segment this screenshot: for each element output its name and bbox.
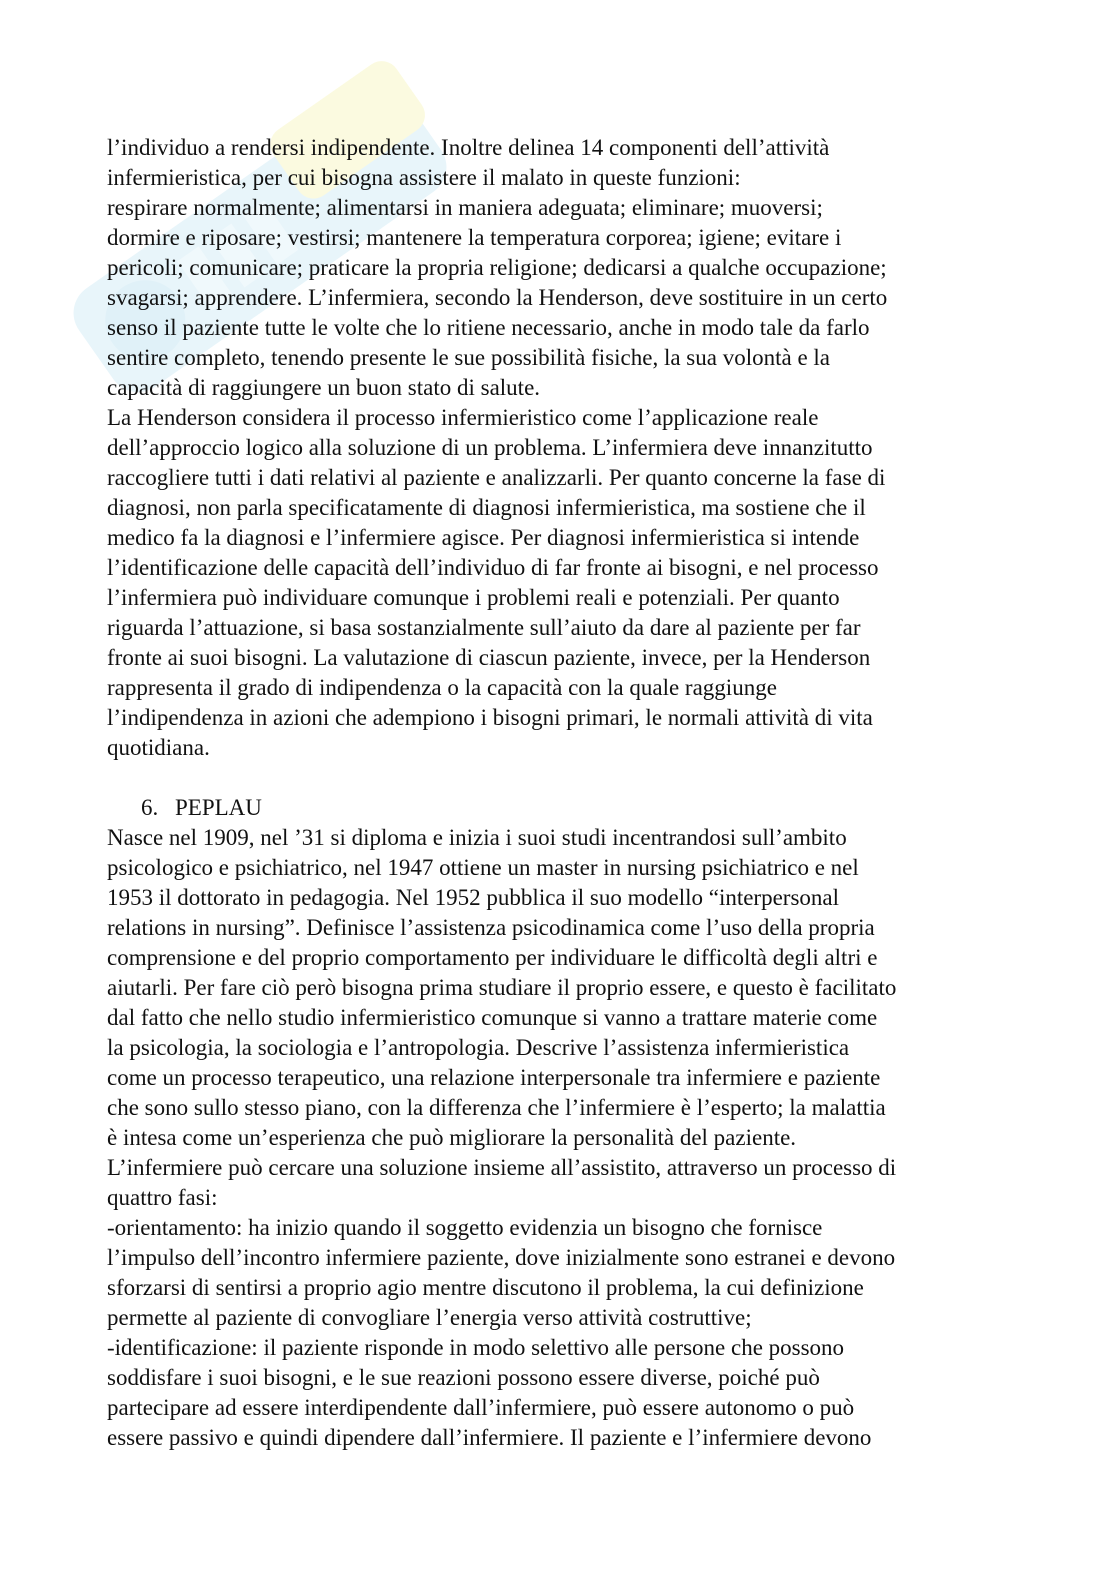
text-line: sforzarsi di sentirsi a proprio agio mentre discutono il problema, la cui definizione — [107, 1275, 864, 1300]
text-line: l’impulso dell’incontro infermiere paziente, dove inizialmente sono estranei e devono — [107, 1245, 896, 1270]
text-line: L’infermiere può cercare una soluzione insieme all’assistito, attraverso un processo di — [107, 1155, 897, 1180]
text-line: Nasce nel 1909, nel ’31 si diploma e inizia i suoi studi incentrandosi sull’ambito — [107, 825, 847, 850]
text-line: capacità di raggiungere un buon stato di salute. — [107, 375, 541, 400]
text-line: medico fa la diagnosi e l’infermiere agisce. Per diagnosi infermieristica si intende — [107, 525, 860, 550]
text-line: 1953 il dottorato in pedagogia. Nel 1952 pubblica il suo modello “interpersonal — [107, 885, 840, 910]
text-line: come un processo terapeutico, una relazione interpersonale tra infermiere e paziente — [107, 1065, 881, 1090]
text-line: permette al paziente di convogliare l’energia verso attività costruttive; — [107, 1305, 752, 1330]
paragraph-peplau — [107, 823, 1012, 1453]
text-line: che sono sullo stesso piano, con la differenza che l’infermiere è l’esperto; la malattia — [107, 1095, 886, 1120]
text-line: è intesa come un’esperienza che può migliorare la personalità del paziente. — [107, 1125, 797, 1150]
text-line: fronte ai suoi bisogni. La valutazione di ciascun paziente, invece, per la Henderson — [107, 645, 871, 670]
text-line: l’identificazione delle capacità dell’individuo di far fronte ai bisogni, e nel processo — [107, 555, 879, 580]
text-line: dal fatto che nello studio infermieristico comunque si vanno a trattare materie come — [107, 1005, 878, 1030]
text-line: quattro fasi: — [107, 1185, 218, 1210]
text-line: essere passivo e quindi dipendere dall’infermiere. Il paziente e l’infermiere devono — [107, 1425, 872, 1450]
text-line: infermieristica, per cui bisogna assistere il malato in queste funzioni: — [107, 165, 741, 190]
text-line: riguarda l’attuazione, si basa sostanzialmente sull’aiuto da dare al paziente per far — [107, 615, 861, 640]
text-line: relations in nursing”. Definisce l’assistenza psicodinamica come l’uso della propria — [107, 915, 875, 940]
text-line: raccogliere tutti i dati relativi al paziente e analizzarli. Per quanto concerne la fase di — [107, 465, 886, 490]
section-heading — [107, 793, 1012, 823]
text-line: svagarsi; apprendere. L’infermiera, secondo la Henderson, deve sostituire in un certo — [107, 285, 888, 310]
text-line: respirare normalmente; alimentarsi in maniera adeguata; eliminare; muoversi; — [107, 195, 823, 220]
text-line: dormire e riposare; vestirsi; mantenere la temperatura corporea; igiene; evitare i — [107, 225, 842, 250]
paragraph-henderson — [107, 133, 1012, 763]
text-line: quotidiana. — [107, 735, 210, 760]
text-line: l’infermiera può individuare comunque i problemi reali e potenziali. Per quanto — [107, 585, 840, 610]
section-number: 6. — [141, 795, 159, 820]
text-line: l’individuo a rendersi indipendente. Inoltre delinea 14 componenti dell’attività — [107, 135, 830, 160]
text-line: soddisfare i suoi bisogni, e le sue reazioni possono essere diverse, poiché può — [107, 1365, 820, 1390]
text-line: partecipare ad essere interdipendente dall’infermiere, può essere autonomo o può — [107, 1395, 855, 1420]
text-line: -identificazione: il paziente risponde in modo selettivo alle persone che possono — [107, 1335, 845, 1360]
text-line: dell’approccio logico alla soluzione di un problema. L’infermiera deve innanzitutto — [107, 435, 873, 460]
text-line: psicologico e psichiatrico, nel 1947 ottiene un master in nursing psichiatrico e nel — [107, 855, 859, 880]
text-line: La Henderson considera il processo infermieristico come l’applicazione reale — [107, 405, 819, 430]
text-line: pericoli; comunicare; praticare la propria religione; dedicarsi a qualche occupazione; — [107, 255, 887, 280]
text-line: -orientamento: ha inizio quando il soggetto evidenzia un bisogno che fornisce — [107, 1215, 823, 1240]
text-line: sentire completo, tenendo presente le sue possibilità fisiche, la sua volontà e la — [107, 345, 831, 370]
text-line: la psicologia, la sociologia e l’antropologia. Descrive l’assistenza infermieristica — [107, 1035, 850, 1060]
text-line: rappresenta il grado di indipendenza o la capacità con la quale raggiunge — [107, 675, 777, 700]
text-line: diagnosi, non parla specificatamente di diagnosi infermieristica, ma sostiene che il — [107, 495, 866, 520]
document-body — [107, 133, 1012, 1453]
text-line: senso il paziente tutte le volte che lo ritiene necessario, anche in modo tale da farlo — [107, 315, 870, 340]
spacer — [107, 763, 1012, 793]
text-line: l’indipendenza in azioni che adempiono i bisogni primari, le normali attività di vita — [107, 705, 873, 730]
text-line: aiutarli. Per fare ciò però bisogna prima studiare il proprio essere, e questo è facilitato — [107, 975, 897, 1000]
section-title: PEPLAU — [175, 795, 262, 820]
text-line: comprensione e del proprio comportamento per individuare le difficoltà degli altri e — [107, 945, 878, 970]
